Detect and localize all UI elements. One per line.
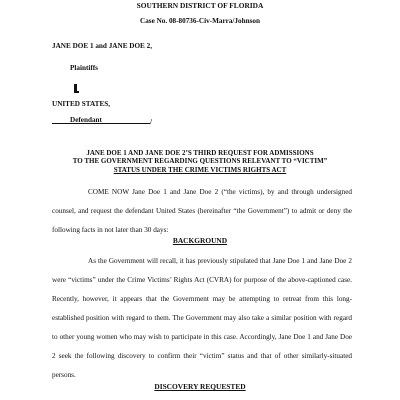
plaintiffs-label: Plaintiffs: [70, 64, 98, 72]
intro-text: COME NOW Jane Doe 1 and Jane Doe 2 (“the victims), by and through undersigned counsel, and request the defendant United States (hereinafter “the Government”) to admit or deny the following facts in not later than 30 days:: [52, 188, 352, 234]
caption-slash: /: [150, 118, 152, 126]
document-title: [0, 149, 400, 174]
defendant-label: Defendant: [70, 116, 102, 124]
background-heading: BACKGROUND: [172, 236, 228, 245]
plaintiffs-names: JANE DOE 1 and JANE DOE 2,: [52, 42, 153, 50]
title-line-3: STATUS UNDER THE CRIME VICTIMS RIGHTS ACT: [113, 165, 287, 174]
title-line-1: JANE DOE 1 AND JANE DOE 2’S THIRD REQUEST FOR ADMISSIONS: [86, 149, 314, 157]
versus-mark: [74, 84, 77, 92]
caption-underline: [52, 123, 150, 124]
title-line-2: TO THE GOVERNMENT REGARDING QUESTIONS RELEVANT TO “VICTIM”: [72, 157, 328, 166]
discovery-heading: DISCOVERY REQUESTED: [154, 382, 246, 391]
court-name: SOUTHERN DISTRICT OF FLORIDA: [136, 1, 264, 10]
case-number: Case No. 08-80736-Civ-Marra/Johnson: [140, 17, 260, 25]
background-text: As the Government will recall, it has previously stipulated that Jane Doe 1 and Jane Doe 2 were “victims” under the Crime Victims’ Rights Act (CVRA) for purpose of the above-captioned case. Recently, however, it appears that the Government may be attempting to retreat from this long-established position with regard to them. The Government may also take a similar position with regard to other young women who may wish to participate in this case. Accordingly, Jane Doe 1 and Jane Doe 2 seek the following discovery to confirm their “victim” status and that of other similarly-situated persons.: [52, 257, 352, 379]
intro-paragraph: [52, 183, 352, 240]
defendant-name: UNITED STATES,: [52, 100, 111, 108]
background-paragraph: [52, 252, 352, 385]
